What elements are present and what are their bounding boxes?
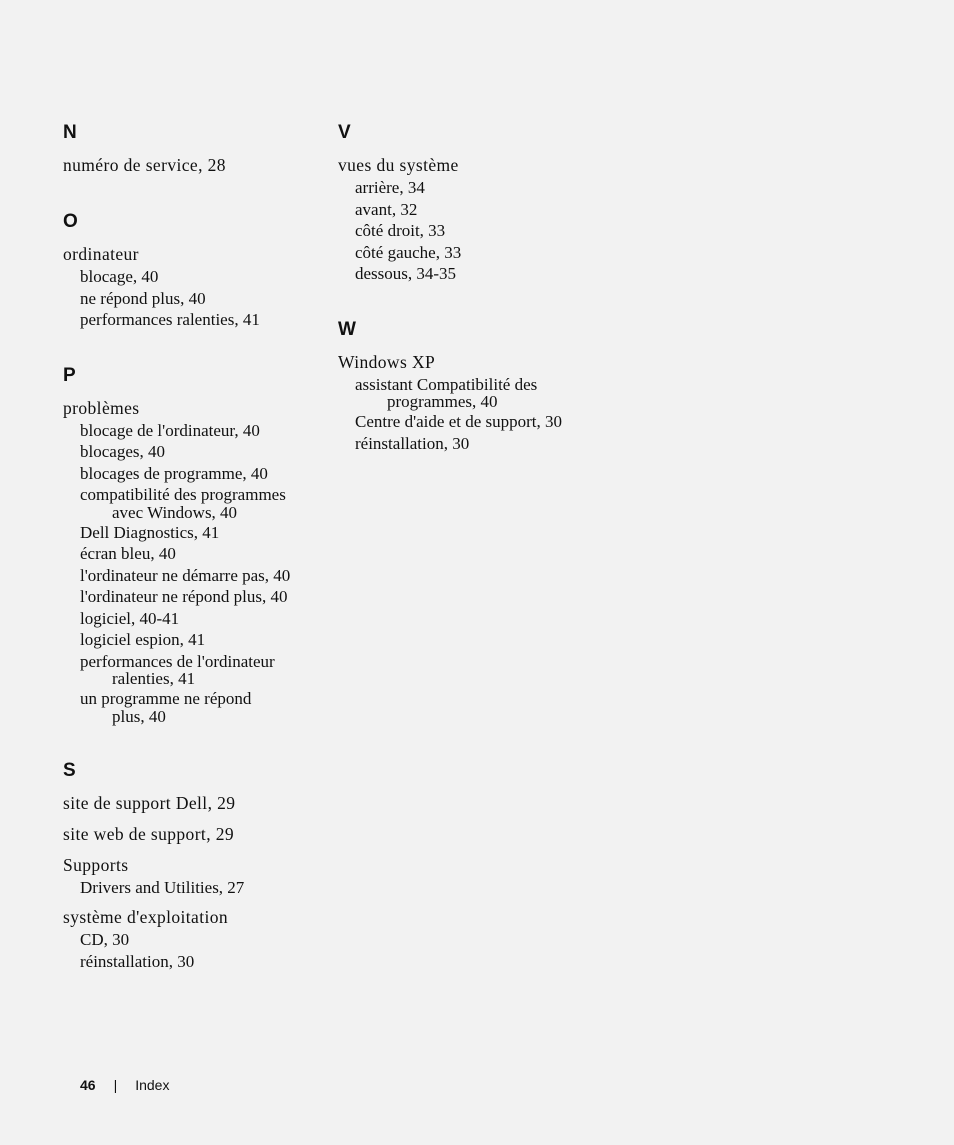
subentry-text: performances ralenties, 41 xyxy=(80,310,260,329)
index-subentry xyxy=(63,651,333,689)
index-subentry xyxy=(338,177,608,199)
index-entry xyxy=(63,792,333,815)
index-subentry xyxy=(63,266,333,288)
subentry-text: blocage, 40 xyxy=(80,267,159,286)
subentry-text: côté droit, 33 xyxy=(355,221,446,240)
index-entry xyxy=(63,854,333,899)
index-subentry xyxy=(63,951,333,973)
index-subentry xyxy=(63,441,333,463)
index-subentry xyxy=(63,463,333,485)
index-subentry xyxy=(338,374,608,412)
subentry-text: avant, 32 xyxy=(355,199,418,219)
index-subentry xyxy=(63,565,333,587)
subentry-text: ne répond plus, 40 xyxy=(80,288,206,308)
index-entry xyxy=(63,154,333,177)
index-term: ordinateur xyxy=(63,244,139,264)
index-entry xyxy=(338,154,608,285)
index-term: vues du système xyxy=(338,155,459,175)
section-letter: P xyxy=(63,364,76,386)
index-subentry xyxy=(338,242,608,264)
index-subentry xyxy=(338,263,608,285)
index-subentry xyxy=(63,288,333,310)
page-footer xyxy=(80,1077,169,1093)
page-number: 46 xyxy=(80,1077,96,1093)
index-section-o xyxy=(63,209,333,331)
index-term: site web de support, 29 xyxy=(63,823,235,844)
subentry-text: côté gauche, 33 xyxy=(355,242,462,262)
subentry-text: réinstallation, 30 xyxy=(80,951,195,971)
subentry-text: l'ordinateur ne répond plus, 40 xyxy=(80,587,288,606)
subentry-text: écran bleu, 40 xyxy=(80,544,176,563)
section-letter: N xyxy=(63,122,77,143)
index-term: Windows XP xyxy=(338,351,436,372)
section-letter: W xyxy=(338,318,356,340)
subentry-text: compatibilité des programmes xyxy=(80,485,286,504)
subentry-text: arrière, 34 xyxy=(355,178,425,197)
index-term: problèmes xyxy=(63,397,140,418)
index-entry xyxy=(63,823,333,846)
index-subentry xyxy=(63,608,333,630)
subentry-continuation: avec Windows, 40 xyxy=(112,502,238,522)
index-subentry xyxy=(63,877,333,899)
index-section-w xyxy=(338,317,608,455)
subentry-text: performances de l'ordinateur xyxy=(80,651,275,671)
subentry-text: blocage de l'ordinateur, 40 xyxy=(80,420,260,440)
index-subentry xyxy=(63,309,333,331)
subentry-text: Centre d'aide et de support, 30 xyxy=(355,412,563,431)
index-column-right xyxy=(338,120,608,486)
subentry-text: l'ordinateur ne démarre pas, 40 xyxy=(80,565,291,585)
index-entry xyxy=(63,243,333,331)
index-subentry xyxy=(338,433,608,455)
index-term: numéro de service, 28 xyxy=(63,155,226,175)
subentry-text: blocages, 40 xyxy=(80,442,165,461)
index-subentry xyxy=(338,220,608,242)
index-subentry xyxy=(63,586,333,608)
index-section-v xyxy=(338,120,608,285)
section-letter: O xyxy=(63,211,78,232)
subentry-text: CD, 30 xyxy=(80,930,130,949)
subentry-text: logiciel espion, 41 xyxy=(80,630,206,649)
index-column-left xyxy=(63,120,333,1004)
subentry-continuation: programmes, 40 xyxy=(387,392,498,411)
index-subentry xyxy=(63,420,333,442)
subentry-text: logiciel, 40-41 xyxy=(80,608,180,628)
subentry-text: Dell Diagnostics, 41 xyxy=(80,522,220,542)
subentry-text: réinstallation, 30 xyxy=(355,433,470,453)
footer-section-title: Index xyxy=(135,1077,170,1093)
index-subentry xyxy=(63,522,333,544)
subentry-text: dessous, 34-35 xyxy=(355,264,457,283)
section-letter: V xyxy=(338,122,351,143)
subentry-text: un programme ne répond xyxy=(80,689,252,708)
index-term: système d'exploitation xyxy=(63,907,229,927)
index-subentry xyxy=(63,543,333,565)
index-subentry xyxy=(63,929,333,951)
index-entry xyxy=(338,351,608,455)
index-subentry xyxy=(63,688,333,726)
footer-separator: | xyxy=(113,1077,118,1093)
index-entry xyxy=(63,397,333,726)
subentry-continuation: ralenties, 41 xyxy=(112,669,196,688)
subentry-text: blocages de programme, 40 xyxy=(80,463,268,483)
index-subentry xyxy=(338,411,608,433)
index-subentry xyxy=(63,484,333,522)
index-subentry xyxy=(63,629,333,651)
index-term: site de support Dell, 29 xyxy=(63,792,236,813)
subentry-text: Drivers and Utilities, 27 xyxy=(80,877,245,897)
section-letter: S xyxy=(63,759,76,781)
index-section-s xyxy=(63,758,333,973)
index-term: Supports xyxy=(63,854,129,875)
index-section-n xyxy=(63,120,333,177)
subentry-continuation: plus, 40 xyxy=(112,706,166,726)
index-section-p xyxy=(63,363,333,726)
index-subentry xyxy=(338,199,608,221)
subentry-text: assistant Compatibilité des xyxy=(355,374,538,394)
index-entry xyxy=(63,906,333,972)
